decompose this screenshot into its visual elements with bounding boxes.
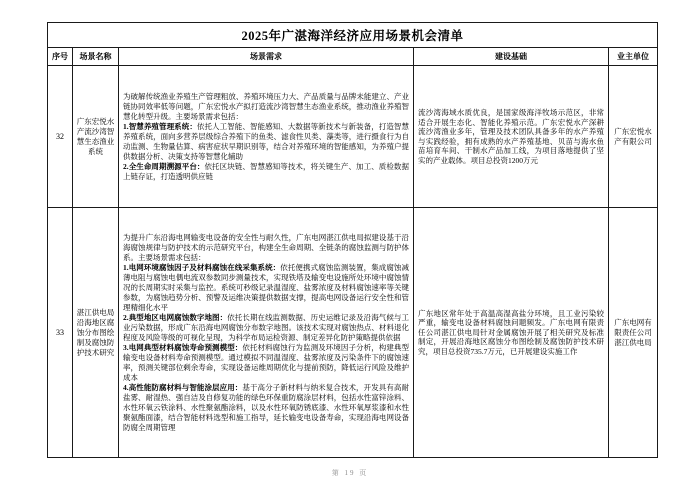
demand-item [123,343,409,383]
demand-item-text: 依托便携式腐蚀监测装置，集成腐蚀减薄电阻与腐蚀电偶电流双参数同步测量技术，实现铁塔及输变电设施所处环境中腐蚀情况的长周期实时采集与监控。系统可秒级记录温湿度、盐雾浓度及材料腐蚀速率等关键参数，为腐蚀趋势分析、预警及运维决策提供数据支撑，提高电网设备运行安全性和管理精细化水平 [123,262,410,312]
opportunity-table [47,22,658,458]
demand-item-label: 3.电网典型材料腐蚀寿命预测模型： [123,342,243,352]
table-row-33 [48,208,658,458]
column-header-construction-basis: 建设基础 [414,48,609,66]
demand-item [123,383,409,433]
owner-unit: 广东宏悦水产有限公司 [609,66,658,208]
demand-item-label: 2.全生命周期溯源平台： [123,161,205,171]
page-title: 2025年广湛海洋经济应用场景机会清单 [48,23,658,48]
column-header-scenario-name: 场景名称 [73,48,119,66]
demand-item-text: 依托长期在线监测数据、历史运维记录及沿海气候与工业污染数据，形成广东沿海电网腐蚀分布数字地图。该技术实现对腐蚀热点、材料退化程度及风险等级的可视化呈现，为科学布局运检资源、制定差异化防护策略提供依据 [123,312,410,342]
page-number: 第 19 页 [331,469,369,477]
column-header-owner-unit: 业主单位 [609,48,658,66]
owner-unit: 广东电网有限责任公司湛江供电局 [609,208,658,458]
table-row-32 [48,66,658,208]
demand-item-label: 4.高性能防腐材料与智能涂层应用： [123,382,243,392]
column-header-scenario-demand: 场景需求 [119,48,414,66]
scenario-name: 广东宏悦水产流沙湾智慧生态渔业系统 [73,66,119,208]
demand-item [123,313,409,343]
column-header-no: 序号 [48,48,73,66]
construction-basis: 广东地区常年处于高温高湿高盐分环境，且工业污染较严重，输变电设备材料腐蚀问题频发。广东电网有限责任公司湛江供电局针对金属腐蚀开展了相关研究及标准制定，开展沿海地区腐蚀分布图绘制及腐蚀防护技术研究，项目总投资735.7万元，已开展建设实施工作 [414,208,609,458]
demand-item-label: 1.电网环境腐蚀因子及材料腐蚀在线采集系统： [123,262,281,272]
demand-item-label: 2.典型地区电网腐蚀数字地图： [123,312,228,322]
demand-intro: 为提升广东沿海电网输变电设备的安全性与耐久性，广东电网湛江供电局拟建设基于沿海腐蚀规律与防护技术的示范研究平台，构建全生命周期、全链条的腐蚀监测与防护体系。主要场景需求包括： [123,232,409,262]
header-row [48,48,658,66]
demand-item-text: 基于高分子新材料与纳米复合技术，开发具有高耐盐雾、耐湿热、强自洁及自修复功能的绿色环保重防腐涂层材料，包括水性富锌涂料、水性环氧云铁涂料、水性聚氨酯涂料，以及水性环氧防锈底漆、水性环氧厚浆漆和水性聚氨酯面漆，结合智能材料选型和施工指导，延长输变电设备寿命，实现沿海电网设备防腐全周期管理 [123,382,410,432]
scenario-demand [119,208,414,458]
demand-item [123,122,409,162]
demand-item [123,162,409,182]
demand-item-label: 1.智慧养殖管理系统： [123,121,197,131]
demand-item-text: 依托材料腐蚀行为监测及环境因子分析，构建典型输变电设备材料寿命预测模型。通过模拟不同温湿度、盐雾浓度及污染条件下的腐蚀速率，预测关键部位剩余寿命，实现设备运维周期优化与提前预防，降低运行风险及维护成本 [123,342,410,382]
scenario-demand [119,66,414,208]
construction-basis: 流沙湾海域水质优良，是国家级海洋牧场示范区，非常适合开展生态化、智能化养殖示范。广东宏悦水产深耕流沙湾渔业多年，管理及技术团队具备多年的水产养殖与实践经验，拥有成熟的水产养殖基地、贝苗与海水鱼苗培育车间、干制水产品加工线，为项目落地提供了坚实的产业载体。项目总投资1200万元 [414,66,609,208]
demand-item-text: 依托人工智能、智能感知、大数据等新技术与新装备，打造智慧养殖系统，面向多营养层级综合养殖下的鱼类、滤食性贝类、藻类等，进行摄食行为自动监测、生物量估算、病害症状早期识别等，结合对养殖环境的智能感知，为养殖户提供数据分析、决策支持等智慧化辅助 [123,121,410,161]
row-number: 33 [48,208,73,458]
title-row [48,23,658,48]
scenario-name: 湛江供电局沿海地区腐蚀分布图绘制及腐蚀防护技术研究 [73,208,119,458]
demand-intro: 为破解传统渔业养殖生产管理粗放、养殖环境压力大、产品质量与品牌未能建立、产业链协同效率低等问题，广东宏悦水产拟打造流沙湾智慧生态渔业系统，推动渔业养殖智慧化转型升级。主要场景需求包括： [123,91,409,121]
row-number: 32 [48,66,73,208]
demand-item-text: 依托区块链、智慧感知等技术，将关键生产、加工、质检数据上链存证，打造透明供应链 [123,161,410,181]
demand-item [123,263,409,313]
